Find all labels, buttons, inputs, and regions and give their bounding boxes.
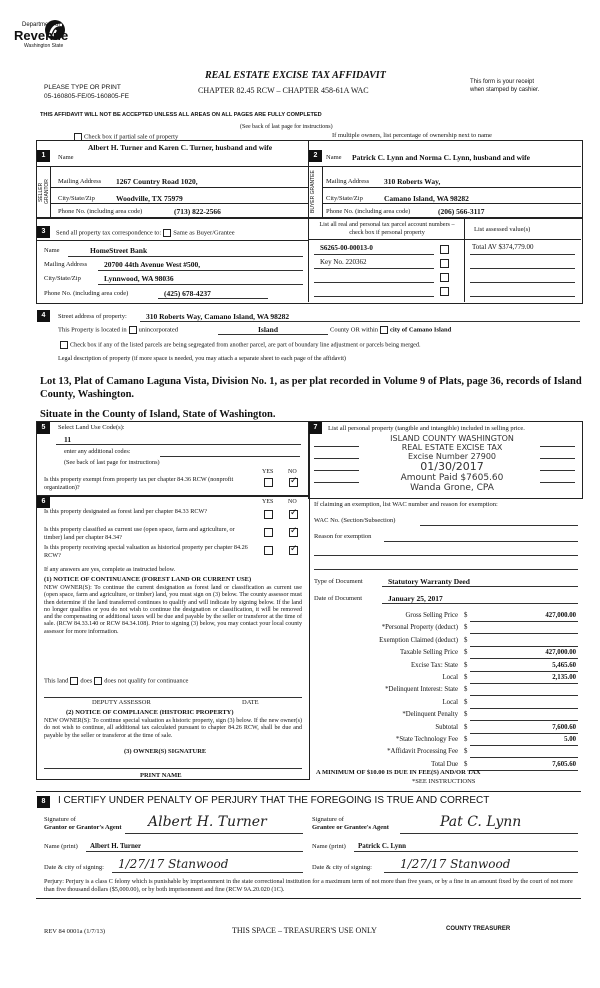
multiple-owners-note: If multiple owners, list percentage of ownership next to name: [332, 132, 492, 139]
tax-row-currency: $: [464, 674, 468, 681]
dept-state: Washington State: [24, 43, 64, 49]
current-use-yes-checkbox[interactable]: [264, 528, 273, 537]
see-back: (See back of last page for instructions): [240, 124, 333, 130]
unincorporated-checkbox[interactable]: [129, 326, 137, 334]
treasurer-use-only: THIS SPACE – TREASURER'S USE ONLY: [232, 926, 377, 935]
tax-row-currency: $: [464, 661, 468, 669]
exempt-yes-checkbox[interactable]: [264, 478, 273, 487]
tax-row-label: Gross Selling Price: [405, 612, 458, 619]
does-not-label: does not qualify for continuance: [104, 677, 189, 685]
does-not-qualify-checkbox[interactable]: [94, 677, 102, 685]
grantee-name: Patrick C. Lynn: [358, 842, 407, 850]
tax-row: [310, 736, 580, 748]
tax-row-label: Excise Tax: State: [411, 661, 458, 669]
section-7-badge: 7: [309, 422, 322, 434]
exemption-reason-label: Reason for exemption: [314, 533, 372, 540]
grantor-agent-label: Grantor or Grantor's Agent: [44, 824, 122, 831]
section-8-badge: 8: [37, 796, 50, 808]
notice-2-text: NEW OWNER(S): To continue special valuation as historic property, sign (3) below. If the new owner(s) do not wish to continue, all additional tax calculated pursuant to chapter 84.26 RCW, shall be due and payable by the seller or transferor at the time of sale.: [44, 718, 302, 739]
dept-top: Department of: [22, 22, 61, 28]
wac-label: WAC No. (Section/Subsection): [314, 517, 396, 524]
buyer-city-label: City/State/Zip: [326, 195, 363, 202]
perjury-notice: Perjury: Perjury is a class C felony which is punishable by imprisonment in the state correctional institution for a maximum term of not more than five years, or by a fine in an amount fixed by the court of not more than five thousand dollars ($5,000.00), or by both imprisonment and fine (RCW 9A.20.020 (1C).: [44, 878, 573, 893]
section-1-badge: 1: [37, 150, 50, 162]
tax-row-currency: $: [464, 649, 468, 657]
doc-date: January 25, 2017: [388, 594, 443, 603]
seller-name-label: Name: [58, 154, 74, 161]
assessed-value: Total AV $374,779.00: [472, 243, 534, 251]
deputy-assessor-label: DEPUTY ASSESSOR: [92, 699, 151, 706]
does-qualify-checkbox[interactable]: [70, 677, 78, 685]
grantee-signature: Pat C. Lynn: [440, 814, 522, 830]
corr-phone: (425) 678-4237: [164, 289, 211, 298]
buyer-name: Patrick C. Lynn and Norma C. Lynn, husband and wife: [352, 153, 530, 162]
owner-signature-label: (3) OWNER(S) SIGNATURE: [124, 748, 207, 755]
doc-type: Statutory Warranty Deed: [388, 577, 470, 586]
tax-row: [310, 637, 580, 649]
historic-yes-checkbox[interactable]: [264, 546, 273, 555]
see-instructions: *SEE INSTRUCTIONS: [412, 778, 476, 785]
current-use-no-checkbox[interactable]: [289, 528, 298, 537]
stamp-amount: Amount Paid $7605.60: [400, 473, 504, 483]
county-or-row: [330, 326, 451, 334]
seller-city-label: City/State/Zip: [58, 195, 95, 202]
tax-row-currency: $: [464, 686, 468, 694]
corr-city-label: City/State/Zip: [44, 275, 81, 282]
tax-row: [310, 699, 580, 711]
seller-side-label: SELLER GRANTOR: [38, 179, 50, 205]
segregated-label: Check box if any of the listed parcels are being segregated from another parcel, are part of boundary line adjustment or parcels being merged.: [70, 341, 421, 349]
tax-row-label: *Affidavit Processing Fee: [387, 748, 458, 756]
grantor-name: Albert H. Turner: [90, 842, 142, 850]
this-land-text: This land: [44, 677, 69, 685]
unincorporated-label: unincorporated: [138, 326, 178, 334]
tax-row-currency: $: [464, 711, 468, 719]
grantee-date-city: 1/27/17 Stanwood: [400, 857, 511, 871]
please-type: PLEASE TYPE OR PRINT: [44, 84, 121, 91]
tax-row: [310, 612, 580, 624]
parcel-2-checkbox[interactable]: [440, 259, 449, 268]
page-title: REAL ESTATE EXCISE TAX AFFIDAVIT: [205, 70, 386, 81]
seller-city: Woodville, TX 75979: [116, 194, 183, 203]
tax-row-value: 427,000.00: [545, 612, 576, 619]
legal-situate: Situate in the County of Island, State of Washington.: [40, 409, 276, 420]
tax-row: [310, 686, 580, 698]
county-or-text: County OR: [330, 326, 360, 334]
print-name-label: PRINT NAME: [140, 772, 182, 779]
land-use-yes-header: YES: [262, 469, 274, 475]
seller-name: Albert H. Turner and Karen C. Turner, husband and wife: [88, 143, 273, 152]
stamp-excise-number: Excise Number 27900: [407, 452, 497, 461]
exempt-question: Is this property exempt from property tax per chapter 84.36 RCW (nonprofit organization)?: [44, 476, 234, 491]
parcels-header: List all real and personal tax parcel account numbers – check box if personal property: [319, 221, 455, 236]
land-use-code: 11: [64, 435, 72, 444]
correspondence-label: [56, 229, 235, 237]
corr-phone-label: Phone No. (including area code): [44, 290, 129, 297]
current-use-question: Is this property classified as current use (open space, farm and agriculture, or timber) land per chapter 84.34?: [44, 526, 235, 541]
land-use-see-back: (See back of last page for instructions): [64, 459, 160, 466]
tax-row-label: Local: [442, 674, 458, 681]
tax-row-value: 5.00: [564, 736, 576, 743]
grantor-date-city: 1/27/17 Stanwood: [118, 857, 229, 871]
buyer-city: Camano Island, WA 98282: [384, 194, 469, 203]
receipt-note-1: This form is your receipt: [470, 79, 535, 85]
tax-row-currency: $: [464, 760, 468, 768]
tax-row: [310, 674, 580, 686]
corr-name: HomeStreet Bank: [90, 246, 148, 255]
tax-row-currency: $: [464, 698, 468, 706]
tax-row-currency: $: [464, 612, 468, 619]
legal-description: Lot 13, Plat of Camano Laguna Vista, Division No. 1, as per plat recorded in Volume 9 of Plats, page 36, records of Island County, Washington.: [40, 376, 582, 400]
tax-row-value: 5,465.60: [552, 661, 576, 669]
stamp-real-estate: REAL ESTATE EXCISE TAX: [401, 443, 503, 452]
tax-row-value: 7,605.60: [552, 760, 576, 768]
minimum-notice: A MINIMUM OF $10.00 IS DUE IN FEE(S) AND/OR TAX: [316, 769, 481, 776]
parcel-4-checkbox[interactable]: [440, 287, 449, 296]
tax-row-label: Exemption Claimed (deduct): [379, 636, 458, 644]
buyer-mailing-label: Mailing Address: [326, 178, 370, 185]
grantee-sig-of: Signature of: [312, 816, 344, 823]
treasurer-stamp: [372, 434, 532, 493]
stamp-date: 01/30/2017: [420, 460, 484, 473]
tax-row-value: 427,000.00: [545, 649, 576, 657]
s6-yes-header: YES: [262, 499, 274, 505]
buyer-side-label: BUYER GRANTEE: [310, 170, 316, 214]
correspondence-text: Send all property tax correspondence to:: [56, 229, 162, 237]
additional-codes-label: enter any additional codes:: [64, 448, 131, 455]
segregated-row: [58, 341, 421, 349]
assessed-header: List assessed value(s): [474, 226, 531, 233]
doc-date-label: Date of Document: [314, 595, 363, 602]
stamp-county: ISLAND COUNTY WASHINGTON: [390, 434, 514, 443]
section-2-badge: 2: [309, 150, 322, 162]
tax-row: [310, 649, 580, 661]
tax-row-currency: $: [464, 723, 468, 731]
chapter-ref: CHAPTER 82.45 RCW – CHAPTER 458-61A WAC: [198, 86, 369, 95]
grantor-sig-of: Signature of: [44, 816, 76, 823]
personal-property-label: List all personal property (tangible and intangible) included in selling price.: [328, 425, 525, 432]
tax-row: [310, 724, 580, 736]
section-6-badge: 6: [37, 496, 50, 508]
tax-row-value: 7,600.60: [552, 723, 576, 731]
forest-yes-checkbox[interactable]: [264, 510, 273, 519]
corr-name-label: Name: [44, 247, 60, 254]
tax-row-currency: $: [464, 624, 468, 632]
section-5-badge: 5: [37, 422, 50, 434]
forest-land-question: Is this property designated as forest land per chapter 84.33 RCW?: [44, 508, 208, 515]
section-3-badge: 3: [37, 226, 50, 238]
not-accepted-notice: THIS AFFIDAVIT WILL NOT BE ACCEPTED UNLESS ALL AREAS ON ALL PAGES ARE FULLY COMPLETED: [40, 112, 322, 118]
stamp-name: Wanda Grone, CPA: [410, 483, 494, 493]
dept-name: Revenue: [14, 28, 69, 43]
buyer-phone: (206) 566-3117: [438, 207, 485, 216]
same-as-buyer-checkbox[interactable]: [163, 229, 171, 237]
parcel-3-checkbox[interactable]: [440, 273, 449, 282]
grantee-name-label: Name (print): [312, 843, 346, 850]
tax-row: [310, 662, 580, 674]
seller-mailing: 1267 Country Road 1020,: [116, 177, 198, 186]
tax-row-currency: $: [464, 748, 468, 756]
segregated-checkbox[interactable]: [60, 341, 68, 349]
corr-mailing: 20700 44th Avenue West #500,: [104, 260, 201, 269]
if-yes-note: If any answers are yes, complete as instructed below.: [44, 566, 176, 573]
tax-row-value: 2,135.00: [552, 674, 576, 681]
seller-phone: (713) 822-2566: [174, 207, 221, 216]
within-text: within: [361, 326, 379, 334]
tax-row-label: *Delinquent Penalty: [402, 711, 458, 719]
tax-row-label: Taxable Selling Price: [399, 649, 458, 657]
grantor-name-label: Name (print): [44, 843, 78, 850]
tax-row-label: *State Technology Fee: [395, 736, 458, 743]
buyer-name-label: Name: [326, 154, 342, 161]
seller-phone-label: Phone No. (including area code): [58, 208, 143, 215]
tax-row-label: *Personal Property (deduct): [381, 624, 458, 632]
tax-row-label: Local: [442, 698, 458, 706]
does-label: does: [80, 677, 93, 685]
tax-row-currency: $: [464, 736, 468, 743]
tax-row-currency: $: [464, 636, 468, 644]
historic-question: Is this property receiving special valuation as historical property per chapter 84.26 RCW?: [44, 544, 248, 559]
parcel-1-checkbox[interactable]: [440, 245, 449, 254]
parcel-2: Key No. 220362: [320, 258, 367, 266]
grantee-agent-label: Grantee or Grantee's Agent: [312, 824, 389, 831]
tax-row-label: *Delinquent Interest: State: [385, 686, 458, 694]
form-revision: REV 84 0001a (1/7/13): [44, 928, 106, 935]
buyer-mailing: 310 Roberts Way,: [384, 177, 441, 186]
seller-mailing-label: Mailing Address: [58, 178, 102, 185]
exempt-no-checkbox[interactable]: [289, 478, 298, 487]
county-name: Island: [258, 325, 279, 334]
receipt-note-2: when stamped by cashier.: [470, 87, 540, 93]
notice-1-title: (1) NOTICE OF CONTINUANCE (FOREST LAND OR CURRENT USE): [44, 576, 252, 583]
doc-type-label: Type of Document: [314, 578, 363, 585]
buyer-phone-label: Phone No. (including area code): [326, 208, 411, 215]
city-of-text: city of Camano Island: [390, 326, 452, 334]
tax-row: [310, 624, 580, 636]
corr-city: Lynnwood, WA 98036: [104, 274, 174, 283]
notice-1-text: NEW OWNER(S): To continue the current designation as forest land or classification as current use (open space, farm and agriculture, or timber) land, you must sign on (3) below. The county assessor must then determine if the land transferred continues to qualify and will indicate by signing below. If the land no longer qualifies or you do not wish to continue the designation or classification, it will be removed and the compensating or additional taxes will be due and payable by the seller or transferor at the time of sale. (RCW 84.33.140 or RCW 84.34.108). Prior to signing (3) below, you may contact your local county assessor for more information.: [44, 585, 302, 635]
parcel-1: S6265-00-00013-0: [320, 244, 373, 252]
county-treasurer: COUNTY TREASURER: [446, 926, 511, 932]
tax-row-label: Total Due: [431, 760, 458, 768]
same-as-buyer-label: Same as Buyer/Grantee: [173, 229, 235, 237]
land-use-label: Select Land Use Code(s):: [58, 424, 125, 431]
legal-label: Legal description of property (if more space is needed, you may attach a separate sheet to each page of the affidavit): [58, 355, 346, 362]
qualify-row: [44, 677, 188, 685]
located-in-row: [58, 326, 178, 334]
city-checkbox[interactable]: [380, 326, 388, 334]
exemption-claim-label: If claiming an exemption, list WAC number and reason for exemption:: [314, 501, 498, 508]
partial-sale-label: Check box if partial sale of property: [84, 133, 179, 141]
tax-row: [310, 711, 580, 723]
grantor-sig-label: [44, 816, 122, 832]
deputy-date-label: DATE: [242, 699, 259, 706]
tax-row-label: Subtotal: [435, 723, 458, 731]
tax-row: [310, 748, 580, 760]
street-address: 310 Roberts Way, Camano Island, WA 98282: [146, 312, 290, 321]
certify-statement: I CERTIFY UNDER PENALTY OF PERJURY THAT THE FOREGOING IS TRUE AND CORRECT: [58, 795, 490, 806]
form-code: 05-160805-FE/05-160805-FE: [44, 93, 129, 100]
notice-2-title: (2) NOTICE OF COMPLIANCE (HISTORIC PROPERTY): [66, 709, 234, 716]
grantee-date-label: Date & city of signing:: [312, 864, 372, 871]
corr-mailing-label: Mailing Address: [44, 261, 88, 268]
grantee-sig-label: [312, 816, 389, 832]
land-use-no-header: NO: [288, 469, 297, 475]
grantor-date-label: Date & city of signing:: [44, 864, 104, 871]
street-label: Street address of property:: [58, 313, 127, 320]
historic-no-checkbox[interactable]: [289, 546, 298, 555]
located-in-text: This Property is located in: [58, 326, 127, 334]
forest-no-checkbox[interactable]: [289, 510, 298, 519]
section-4-badge: 4: [37, 310, 50, 322]
s6-no-header: NO: [288, 499, 297, 505]
grantor-signature: Albert H. Turner: [148, 814, 267, 830]
